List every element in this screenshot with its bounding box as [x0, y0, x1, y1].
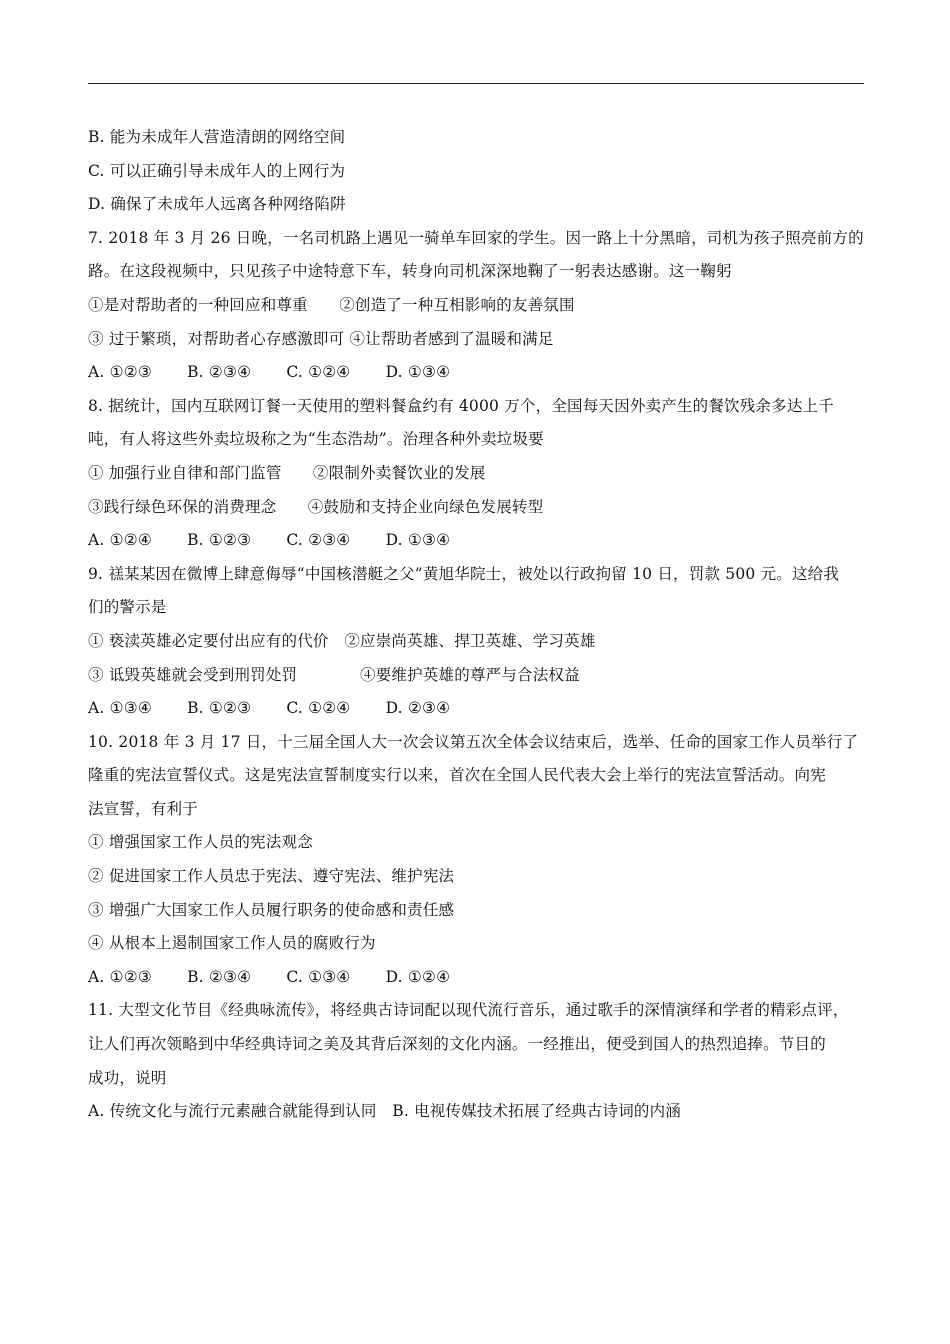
- q7-choice-a: A. ①②③: [88, 363, 152, 382]
- q9-choice-b: B. ①②③: [187, 699, 252, 718]
- q10-item-4: ④ 从根本上遏制国家工作人员的腐败行为: [88, 934, 376, 953]
- q8-stem-line-2: 吨，有人将这些外卖垃圾称之为“生态浩劫”。治理各种外卖垃圾要: [88, 430, 544, 449]
- q10-choices: [88, 961, 868, 995]
- q10-item-3: ③ 增强广大国家工作人员履行职务的使命感和责任感: [88, 900, 455, 919]
- q6-option-c: C. 可以正确引导未成年人的上网行为: [88, 161, 346, 180]
- q7-choice-c: C. ①②④: [286, 363, 351, 382]
- q8-choice-b: B. ①②③: [187, 531, 252, 550]
- q9-choices: [88, 692, 868, 726]
- q8-choice-a: A. ①②④: [88, 531, 152, 550]
- q8-stem-line-1: 8. 据统计，国内互联网订餐一天使用的塑料餐盒约有 4000 万个，全国每天因外卖产生的餐饮残余多达上千: [88, 396, 834, 415]
- q9-item-line-1: ① 亵渎英雄必定要付出应有的代价 ②应崇尚英雄、捍卫英雄、学习英雄: [88, 631, 596, 650]
- q8-item-line-1: ① 加强行业自律和部门监管 ②限制外卖餐饮业的发展: [88, 463, 486, 482]
- exam-page-content: [88, 121, 868, 1129]
- q7-choice-b: B. ②③④: [187, 363, 252, 382]
- q7-stem-line-1: 7. 2018 年 3 月 26 日晚，一名司机路上遇见一骑单车回家的学生。因一路上十分黑暗，司机为孩子照亮前方的: [88, 228, 864, 247]
- q9-choice-c: C. ①②④: [286, 699, 351, 718]
- q8-choice-d: D. ①③④: [385, 531, 451, 550]
- q7-item-line-2: ③ 过于繁琐，对帮助者心存感激即可 ④让帮助者感到了温暖和满足: [88, 329, 554, 348]
- q7-choices: [88, 356, 868, 390]
- q8-choices: [88, 524, 868, 558]
- q11-stem-line-2: 让人们再次领略到中华经典诗词之美及其背后深刻的文化内涵。一经推出，便受到国人的热烈追捧。节目的: [88, 1035, 826, 1054]
- q8-item-line-2: ③践行绿色环保的消费理念 ④鼓励和支持企业向绿色发展转型: [88, 497, 544, 516]
- q10-stem-line-2: 隆重的宪法宣誓仪式。这是宪法宣誓制度实行以来，首次在全国人民代表大会上举行的宪法宣誓活动。向宪: [88, 766, 826, 785]
- q9-choice-d: D. ②③④: [385, 699, 451, 718]
- q10-stem-line-3: 法宣誓，有利于: [88, 799, 198, 818]
- q8-choice-c: C. ②③④: [286, 531, 351, 550]
- q6-option-d: D. 确保了未成年人远离各种网络陷阱: [88, 195, 346, 214]
- q9-choice-a: A. ①③④: [88, 699, 152, 718]
- q10-choice-a: A. ①②③: [88, 967, 152, 986]
- q7-choice-d: D. ①③④: [385, 363, 451, 382]
- q10-item-2: ② 促进国家工作人员忠于宪法、遵守宪法、维护宪法: [88, 867, 455, 886]
- q6-option-b: B. 能为未成年人营造清朗的网络空间: [88, 128, 346, 146]
- q9-stem-line-2: 们的警示是: [88, 598, 167, 617]
- q11-options-ab: A. 传统文化与流行元素融合就能得到认同 B. 电视传媒技术拓展了经典古诗词的内涵: [88, 1102, 681, 1121]
- q9-stem-line-1: 9. 禚某某因在微博上肆意侮辱“中国核潜艇之父”黄旭华院士，被处以行政拘留 10 日，罚款 500 元。这给我: [88, 564, 840, 583]
- header-rule: [88, 83, 864, 84]
- q11-stem-line-1: 11. 大型文化节目《经典咏流传》，将经典古诗词配以现代流行音乐，通过歌手的深情演绎和学者的精彩点评，: [88, 1001, 849, 1020]
- q10-choice-c: C. ①③④: [286, 967, 351, 986]
- q10-item-1: ① 增强国家工作人员的宪法观念: [88, 833, 313, 852]
- q10-choice-b: B. ②③④: [187, 967, 252, 986]
- q9-item-line-2: ③ 诋毁英雄就会受到刑罚处罚 ④要维护英雄的尊严与合法权益: [88, 665, 580, 684]
- q11-stem-line-3: 成功，说明: [88, 1068, 167, 1087]
- q10-stem-line-1: 10. 2018 年 3 月 17 日，十三届全国人大一次会议第五次全体会议结束后，选举、任命的国家工作人员举行了: [88, 732, 859, 751]
- q10-choice-d: D. ①②④: [385, 967, 451, 986]
- q7-stem-line-2: 路。在这段视频中，只见孩子中途特意下车，转身向司机深深地鞠了一躬表达感谢。这一鞠躬: [88, 262, 732, 281]
- q7-item-line-1: ①是对帮助者的一种回应和尊重 ②创造了一种互相影响的友善氛围: [88, 295, 575, 314]
